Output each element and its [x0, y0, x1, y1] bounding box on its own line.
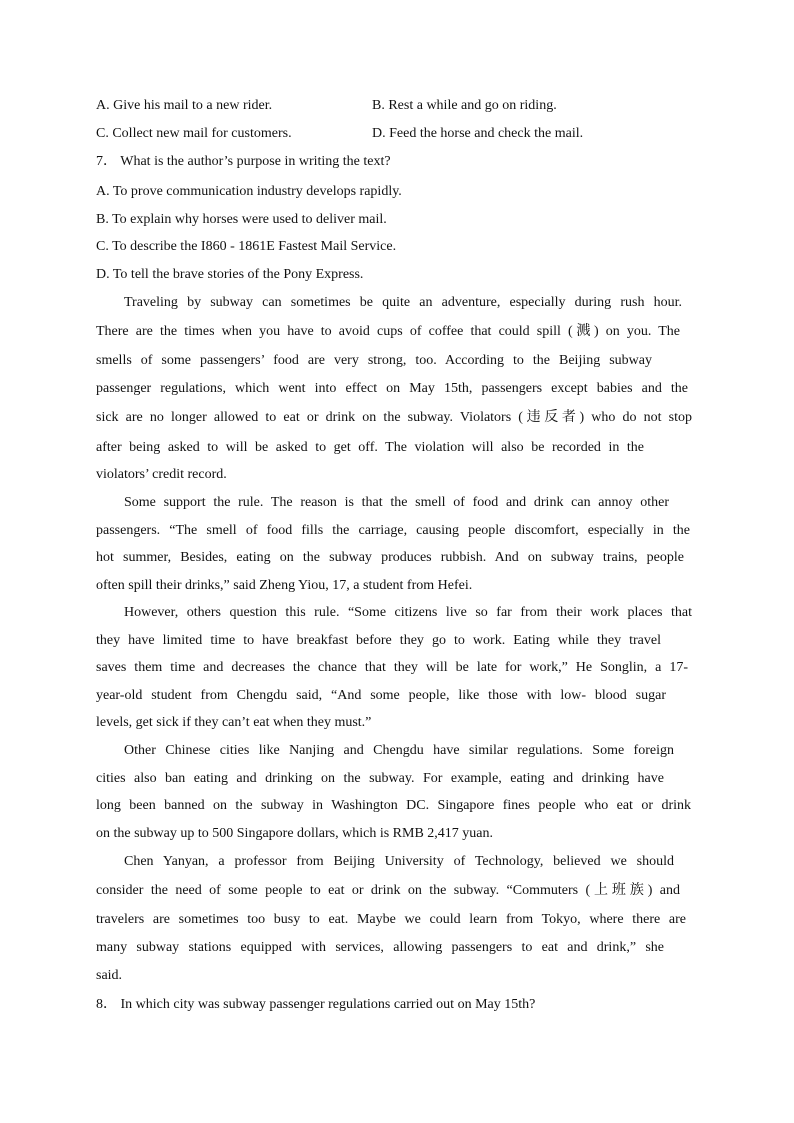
passage-line: Traveling by subway can sometimes be quite an adventure, especially during rush hour. — [124, 295, 682, 310]
passage-line: hot summer, Besides, eating on the subway produces rubbish. And on subway trains, people — [96, 550, 684, 565]
passage-line: travelers are sometimes too busy to eat. Maybe we could learn from Tokyo, where there are — [96, 912, 686, 927]
passage-line: Other Chinese cities like Nanjing and Chengdu have similar regulations. Some foreign — [124, 743, 674, 758]
passage-line: saves them time and decreases the chance that they will be late for work,” He Songlin, a 17- — [96, 660, 688, 675]
q7-option-a: A. To prove communication industry develops rapidly. — [96, 184, 402, 199]
passage-line: However, others question this rule. “Some citizens live so far from their work places that — [124, 605, 692, 620]
passage-line: said. — [96, 968, 123, 983]
passage-line: violators’ credit record. — [96, 467, 227, 482]
passage-line: There are the times when you have to avoid cups of coffee that could spill (溅) on you. The — [96, 324, 680, 339]
passage-line: many subway stations equipped with services, allowing passengers to eat and drink,” she — [96, 940, 664, 955]
passage-line: cities also ban eating and drinking on the subway. For example, eating and drinking have — [96, 771, 664, 786]
passage-line: sick are no longer allowed to eat or drink on the subway. Violators (违反者) who do not stop — [96, 410, 692, 425]
passage-line: smells of some passengers’ food are very strong, too. According to the Beijing subway — [96, 353, 652, 368]
passage-line: they have limited time to have breakfast before they go to work. Eating while they travel — [96, 633, 661, 648]
q6-option-c: C. Collect new mail for customers. — [96, 126, 292, 141]
q7-option-d: D. To tell the brave stories of the Pony Express. — [96, 267, 364, 282]
passage-line: passengers. “The smell of food fills the carriage, causing people discomfort, especially in the — [96, 523, 690, 538]
q7-stem: 7． What is the author’s purpose in writing the text? — [96, 154, 391, 169]
passage-line: consider the need of some people to eat or drink on the subway. “Commuters (上班族) and — [96, 883, 680, 898]
q6-option-d: D. Feed the horse and check the mail. — [372, 126, 584, 141]
q6-option-a: A. Give his mail to a new rider. — [96, 98, 273, 113]
passage-line: passenger regulations, which went into effect on May 15th, passengers except babies and the — [96, 381, 688, 396]
passage-line: levels, get sick if they can’t eat when they must.” — [96, 715, 372, 730]
passage-line: often spill their drinks,” said Zheng Yiou, 17, a student from Hefei. — [96, 578, 473, 593]
passage-line: after being asked to will be asked to get off. The violation will also be recorded in the — [96, 440, 644, 455]
q8-stem: 8． In which city was subway passenger regulations carried out on May 15th? — [96, 997, 536, 1012]
q7-option-c: C. To describe the I860 - 1861E Fastest Mail Service. — [96, 239, 397, 254]
q6-option-b: B. Rest a while and go on riding. — [372, 98, 557, 113]
passage-line: Some support the rule. The reason is that the smell of food and drink can annoy other — [124, 495, 669, 510]
passage-line: on the subway up to 500 Singapore dollars, which is RMB 2,417 yuan. — [96, 826, 494, 841]
q7-option-b: B. To explain why horses were used to deliver mail. — [96, 212, 387, 227]
passage-line: long been banned on the subway in Washington DC. Singapore fines people who eat or drink — [96, 798, 691, 813]
passage-line: Chen Yanyan, a professor from Beijing University of Technology, believed we should — [124, 854, 674, 869]
passage-line: year-old student from Chengdu said, “And some people, like those with low- blood sugar — [96, 688, 666, 703]
